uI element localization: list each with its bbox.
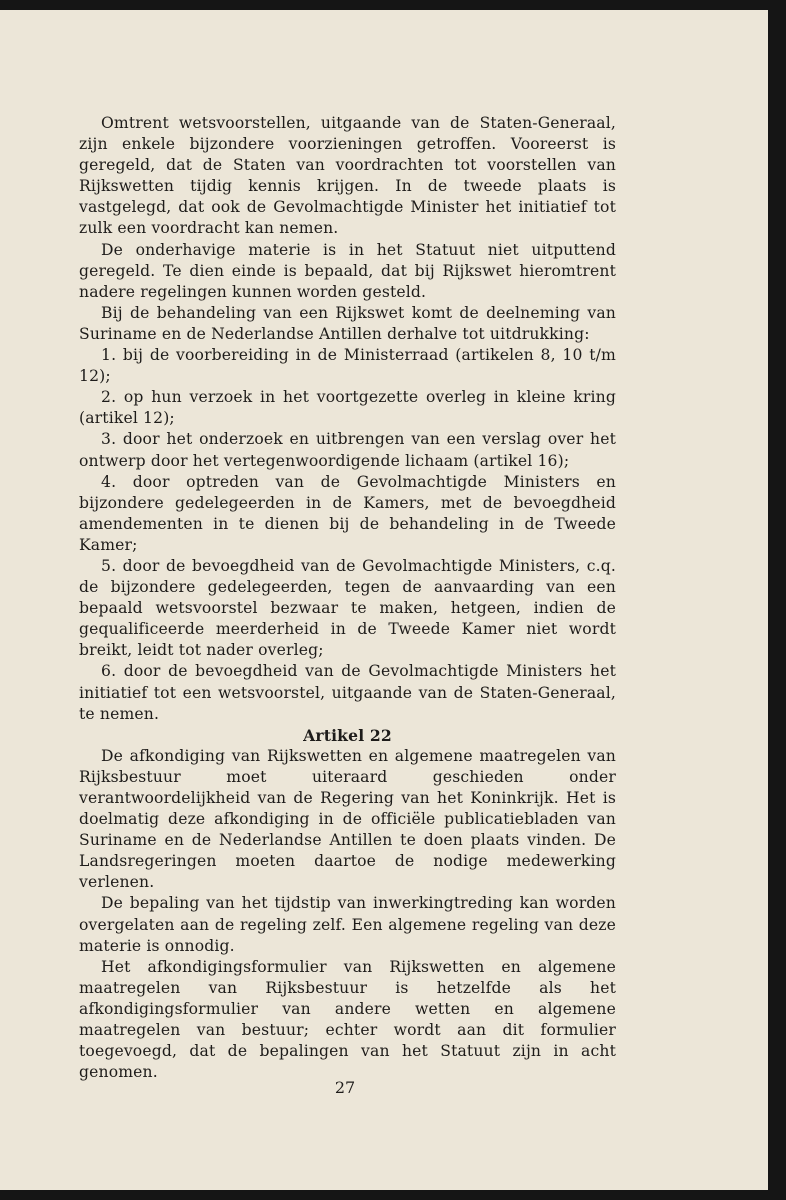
paragraph-regulation: De onderhavige materie is in het Statuut niet uitputtend geregeld. Te dien einde is bepaald, dat bij Rijkswet hieromtrent nadere regelingen kunnen worden gesteld. [79,240,616,301]
list-item-2: 2. op hun verzoek in het voortgezette overleg in kleine kring (artikel 12); [79,388,616,428]
paragraph-initiative: Omtrent wetsvoorstellen, uitgaande van de Staten-Generaal, zijn enkele bijzondere voorzieningen getroffen. Vooreerst is geregeld, dat de Staten van voordrachten tot voorstellen van Rijkswetten tijdig kennis krijgen. In de tweede plaats is vastgelegd, dat ook de Gevolmachtigde Minister het initiatief tot zulk een voordracht kan nemen. [79,114,616,238]
article-heading: Artikel 22 [303,725,392,745]
list-item-3: 3. door het onderzoek en uitbrengen van een verslag over het ontwerp door het vertegenwoordigende lichaam (artikel 16); [79,430,616,470]
paragraph-promulgation: De afkondiging van Rijkswetten en algemene maatregelen van Rijksbestuur moet uiteraard geschieden onder verantwoordelijkheid van de Regering van het Koninkrijk. Het is doelmatig deze afkondiging in de officiële publicatiebladen van Suriname en de Nederlandse Antillen te doen plaats vinden. De Landsregeringen moeten daartoe de nodige medewerking verlenen. [79,746,616,892]
list-item-5: 5. door de bevoegdheid van de Gevolmachtigde Ministers, c.q. de bijzondere gedelegeerden, tegen de aanvaarding van een bepaald wetsvoorstel bezwaar te maken, hetgeen, indien de gequalificeerde meerderheid in de Tweede Kamer niet wordt breikt, leidt tot nader overleg; [79,556,616,660]
page-number: 27 [334,1078,356,1097]
list-item-6: 6. door de bevoegdheid van de Gevolmachtigde Ministers het initiatief tot een wetsvoorstel, uitgaande van de Staten-Generaal, te nemen. [79,662,616,723]
body-text [79,113,616,1083]
list-item-4: 4. door optreden van de Gevolmachtigde Ministers en bijzondere gedelegeerden in de Kamers, met de bevoegdheid amendementen in te dienen bij de behandeling in de Tweede Kamer; [79,472,616,554]
paragraph-entry-into-force: De bepaling van het tijdstip van inwerkingtreding kan worden overgelaten aan de regeling zelf. Een algemene regeling van deze materie is onnodig. [79,894,616,955]
document-page [0,10,768,1190]
paragraph-promulgation-form: Het afkondigingsformulier van Rijkswetten en algemene maatregelen van Rijksbestuur is hetzelfde als het afkondigingsformulier van andere wetten en algemene maatregelen van bestuur; echter wordt aan dit formulier toegevoegd, dat de bepalingen van het Statuut zijn in acht genomen. [79,957,616,1082]
list-item-1: 1. bij de voorbereiding in de Ministerraad (artikelen 8, 10 t/m 12); [79,346,616,386]
paragraph-participation-intro: Bij de behandeling van een Rijkswet komt de deelneming van Suriname en de Nederlandse Antillen derhalve tot uitdrukking: [79,303,616,343]
